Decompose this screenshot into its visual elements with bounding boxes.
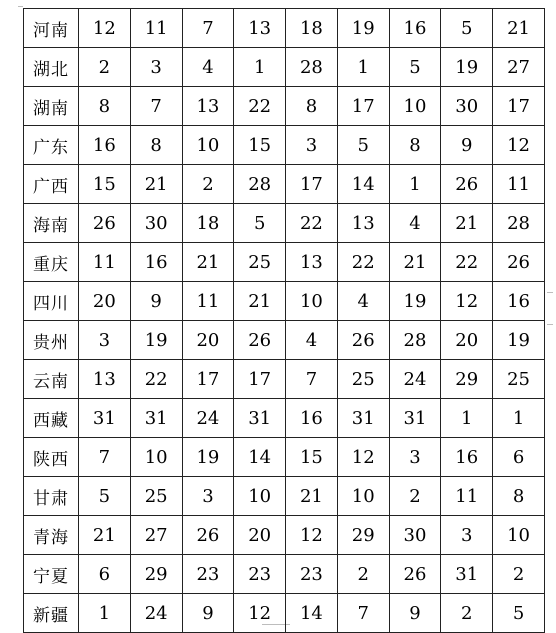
region-cell: 青海 (24, 516, 79, 555)
value-cell: 13 (337, 204, 389, 243)
value-cell: 26 (182, 516, 234, 555)
value-cell: 27 (493, 48, 545, 87)
value-cell: 12 (493, 126, 545, 165)
value-cell: 4 (286, 321, 338, 360)
region-cell: 新疆 (24, 594, 79, 633)
value-cell: 21 (286, 477, 338, 516)
value-cell: 2 (493, 555, 545, 594)
margin-mark (18, 6, 23, 7)
value-cell: 10 (286, 282, 338, 321)
value-cell: 13 (182, 87, 234, 126)
region-cell: 广东 (24, 126, 79, 165)
value-cell: 1 (79, 594, 131, 633)
region-cell: 河南 (24, 9, 79, 48)
value-cell: 11 (182, 282, 234, 321)
value-cell: 18 (182, 204, 234, 243)
value-cell: 16 (441, 438, 493, 477)
value-cell: 16 (286, 399, 338, 438)
value-cell: 3 (130, 48, 182, 87)
value-cell: 21 (441, 204, 493, 243)
value-cell: 25 (493, 360, 545, 399)
value-cell: 27 (130, 516, 182, 555)
value-cell: 23 (182, 555, 234, 594)
value-cell: 28 (493, 204, 545, 243)
value-cell: 17 (182, 360, 234, 399)
value-cell: 12 (286, 516, 338, 555)
value-cell: 5 (441, 9, 493, 48)
value-cell: 8 (130, 126, 182, 165)
value-cell: 31 (441, 555, 493, 594)
value-cell: 17 (286, 165, 338, 204)
value-cell: 29 (337, 516, 389, 555)
value-cell: 1 (493, 399, 545, 438)
value-cell: 31 (337, 399, 389, 438)
value-cell: 5 (389, 48, 441, 87)
document-page (23, 8, 545, 626)
value-cell: 12 (337, 438, 389, 477)
value-cell: 26 (389, 555, 441, 594)
value-cell: 20 (234, 516, 286, 555)
region-cell: 重庆 (24, 243, 79, 282)
region-cell: 湖南 (24, 87, 79, 126)
value-cell: 12 (79, 9, 131, 48)
value-cell: 19 (441, 48, 493, 87)
value-cell: 31 (234, 399, 286, 438)
region-cell: 海南 (24, 204, 79, 243)
region-cell: 甘肃 (24, 477, 79, 516)
value-cell: 3 (286, 126, 338, 165)
value-cell: 22 (234, 87, 286, 126)
value-cell: 31 (389, 399, 441, 438)
value-cell: 13 (286, 243, 338, 282)
value-cell: 3 (182, 477, 234, 516)
value-cell: 11 (130, 9, 182, 48)
region-cell: 宁夏 (24, 555, 79, 594)
table-body (24, 9, 545, 633)
table-row (24, 555, 545, 594)
table-row (24, 321, 545, 360)
table-row (24, 9, 545, 48)
value-cell: 21 (130, 165, 182, 204)
value-cell: 9 (182, 594, 234, 633)
value-cell: 22 (337, 243, 389, 282)
value-cell: 10 (389, 87, 441, 126)
value-cell: 30 (441, 87, 493, 126)
region-cell: 陕西 (24, 438, 79, 477)
value-cell: 19 (182, 438, 234, 477)
region-cell: 四川 (24, 282, 79, 321)
value-cell: 16 (79, 126, 131, 165)
value-cell: 20 (441, 321, 493, 360)
value-cell: 15 (286, 438, 338, 477)
value-cell: 22 (130, 360, 182, 399)
table-row (24, 126, 545, 165)
value-cell: 1 (234, 48, 286, 87)
value-cell: 10 (234, 477, 286, 516)
value-cell: 2 (337, 555, 389, 594)
table-row (24, 477, 545, 516)
value-cell: 24 (130, 594, 182, 633)
value-cell: 23 (286, 555, 338, 594)
value-cell: 2 (389, 477, 441, 516)
value-cell: 23 (234, 555, 286, 594)
value-cell: 16 (389, 9, 441, 48)
value-cell: 1 (337, 48, 389, 87)
value-cell: 2 (441, 594, 493, 633)
region-cell: 西藏 (24, 399, 79, 438)
value-cell: 11 (493, 165, 545, 204)
value-cell: 26 (337, 321, 389, 360)
value-cell: 28 (286, 48, 338, 87)
value-cell: 19 (493, 321, 545, 360)
value-cell: 21 (79, 516, 131, 555)
value-cell: 8 (79, 87, 131, 126)
value-cell: 2 (182, 165, 234, 204)
value-cell: 19 (337, 9, 389, 48)
value-cell: 7 (337, 594, 389, 633)
value-cell: 31 (79, 399, 131, 438)
table-row (24, 48, 545, 87)
value-cell: 30 (130, 204, 182, 243)
value-cell: 26 (79, 204, 131, 243)
value-cell: 9 (130, 282, 182, 321)
table-row (24, 399, 545, 438)
table-row (24, 243, 545, 282)
value-cell: 7 (182, 9, 234, 48)
value-cell: 5 (234, 204, 286, 243)
region-cell: 云南 (24, 360, 79, 399)
region-cell: 广西 (24, 165, 79, 204)
value-cell: 4 (337, 282, 389, 321)
value-cell: 25 (234, 243, 286, 282)
value-cell: 10 (130, 438, 182, 477)
value-cell: 3 (441, 516, 493, 555)
value-cell: 20 (79, 282, 131, 321)
value-cell: 31 (130, 399, 182, 438)
region-cell: 湖北 (24, 48, 79, 87)
value-cell: 16 (130, 243, 182, 282)
value-cell: 17 (234, 360, 286, 399)
value-cell: 13 (79, 360, 131, 399)
value-cell: 19 (130, 321, 182, 360)
value-cell: 21 (234, 282, 286, 321)
value-cell: 25 (130, 477, 182, 516)
value-cell: 14 (337, 165, 389, 204)
region-cell: 贵州 (24, 321, 79, 360)
value-cell: 8 (286, 87, 338, 126)
value-cell: 24 (389, 360, 441, 399)
value-cell: 19 (389, 282, 441, 321)
value-cell: 12 (441, 282, 493, 321)
value-cell: 1 (389, 165, 441, 204)
value-cell: 22 (286, 204, 338, 243)
value-cell: 5 (79, 477, 131, 516)
value-cell: 21 (182, 243, 234, 282)
table-row (24, 87, 545, 126)
value-cell: 9 (389, 594, 441, 633)
value-cell: 7 (130, 87, 182, 126)
value-cell: 28 (389, 321, 441, 360)
value-cell: 1 (441, 399, 493, 438)
value-cell: 11 (441, 477, 493, 516)
table-row (24, 165, 545, 204)
value-cell: 22 (441, 243, 493, 282)
value-cell: 5 (337, 126, 389, 165)
value-cell: 10 (182, 126, 234, 165)
value-cell: 8 (389, 126, 441, 165)
table-row (24, 282, 545, 321)
value-cell: 3 (389, 438, 441, 477)
value-cell: 9 (441, 126, 493, 165)
value-cell: 15 (79, 165, 131, 204)
value-cell: 14 (286, 594, 338, 633)
table-row (24, 516, 545, 555)
value-cell: 28 (234, 165, 286, 204)
value-cell: 7 (79, 438, 131, 477)
value-cell: 6 (79, 555, 131, 594)
value-cell: 8 (493, 477, 545, 516)
value-cell: 16 (493, 282, 545, 321)
table-row (24, 204, 545, 243)
value-cell: 5 (493, 594, 545, 633)
value-cell: 21 (493, 9, 545, 48)
value-cell: 13 (234, 9, 286, 48)
value-cell: 7 (286, 360, 338, 399)
value-cell: 4 (389, 204, 441, 243)
table-row (24, 360, 545, 399)
value-cell: 18 (286, 9, 338, 48)
value-cell: 2 (79, 48, 131, 87)
value-cell: 10 (337, 477, 389, 516)
table-row (24, 438, 545, 477)
margin-mark (547, 292, 553, 293)
value-cell: 26 (234, 321, 286, 360)
value-cell: 11 (79, 243, 131, 282)
value-cell: 14 (234, 438, 286, 477)
value-cell: 20 (182, 321, 234, 360)
value-cell: 10 (493, 516, 545, 555)
value-cell: 26 (441, 165, 493, 204)
value-cell: 17 (493, 87, 545, 126)
value-cell: 24 (182, 399, 234, 438)
value-cell: 15 (234, 126, 286, 165)
value-cell: 3 (79, 321, 131, 360)
value-cell: 29 (441, 360, 493, 399)
value-cell: 21 (389, 243, 441, 282)
value-cell: 25 (337, 360, 389, 399)
region-table (23, 8, 545, 633)
value-cell: 17 (337, 87, 389, 126)
value-cell: 4 (182, 48, 234, 87)
table-row (24, 594, 545, 633)
margin-mark (547, 324, 553, 325)
value-cell: 30 (389, 516, 441, 555)
value-cell: 26 (493, 243, 545, 282)
value-cell: 6 (493, 438, 545, 477)
value-cell: 29 (130, 555, 182, 594)
value-cell: 12 (234, 594, 286, 633)
